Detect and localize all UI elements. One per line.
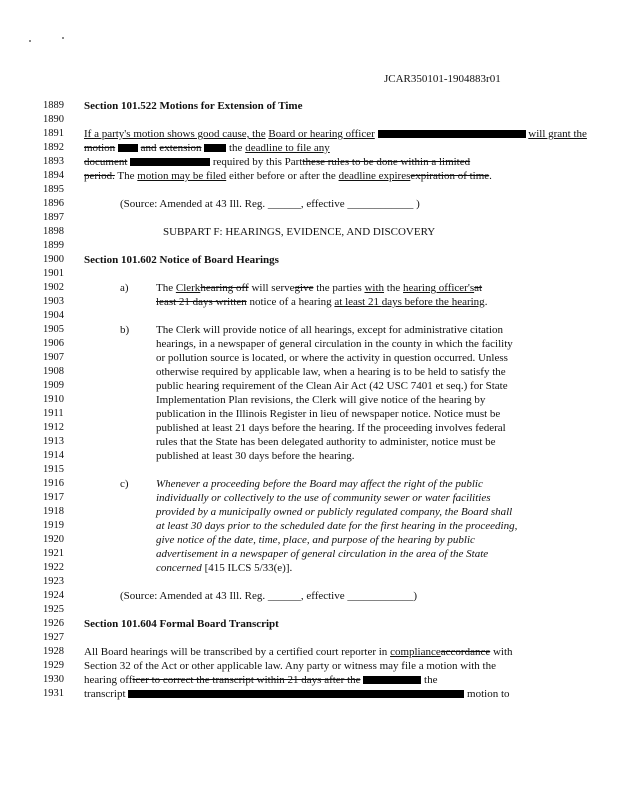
- section-heading: Section 101.522 Motions for Extension of Time: [84, 100, 303, 112]
- line-number: 1923: [43, 576, 64, 587]
- line-number: 1925: [43, 604, 64, 615]
- body-text: provided by a municipally owned or publicly regulated company, the Board shall: [156, 506, 513, 518]
- line-1925: [0, 603, 618, 617]
- line-1903: [0, 295, 618, 309]
- line-number: 1922: [43, 562, 64, 573]
- line-number: 1909: [43, 380, 64, 391]
- line-number: 1911: [43, 408, 64, 419]
- line-number: 1924: [43, 590, 64, 601]
- line-number: 1898: [43, 226, 64, 237]
- line-number: 1892: [43, 142, 64, 153]
- body-text: or pollution source is located, or where the activity in question occurred. Unless: [156, 352, 508, 364]
- redaction-bar: [378, 130, 526, 138]
- line-number: 1890: [43, 114, 64, 125]
- subpart-heading: SUBPART F: HEARINGS, EVIDENCE, AND DISCOVERY: [163, 226, 436, 238]
- line-number: 1927: [43, 632, 64, 643]
- line-number: 1915: [43, 464, 64, 475]
- line-number: 1919: [43, 520, 64, 531]
- line-number: 1920: [43, 534, 64, 545]
- body-text: advertisement in a newspaper of general circulation in the area of the State: [156, 548, 489, 560]
- line-number: 1904: [43, 310, 64, 321]
- line-1894: [0, 169, 618, 183]
- line-number: 1917: [43, 492, 64, 503]
- line-1914: [0, 449, 618, 463]
- line-1901: [0, 267, 618, 281]
- body-text: Section 32 of the Act or other applicable law. Any party or witness may file a motion with the: [84, 660, 496, 672]
- body-text: individually or collectively to the use of community sewer or water facilities: [156, 492, 491, 504]
- body-text: publication in the Illinois Register in lieu of newspaper notice. Notice must be: [156, 408, 501, 420]
- line-number: 1931: [43, 688, 64, 699]
- line-number: 1913: [43, 436, 64, 447]
- line-1911: [0, 407, 618, 421]
- line-1930: [0, 673, 618, 687]
- body-text: published at least 21 days before the hearing. If the proceeding involves federal: [156, 422, 506, 434]
- line-number: 1900: [43, 254, 64, 265]
- line-1892: [0, 141, 618, 155]
- line-1905: [0, 323, 618, 337]
- source-note: (Source: Amended at 43 Ill. Reg. ______, effective ____________): [120, 590, 418, 602]
- line-number: 1905: [43, 324, 64, 335]
- line-1906: [0, 337, 618, 351]
- scan-speck: [29, 40, 31, 42]
- section-heading: Section 101.604 Formal Board Transcript: [84, 618, 279, 630]
- line-1902: [0, 281, 618, 295]
- line-1927: [0, 631, 618, 645]
- item-marker: c): [120, 478, 129, 490]
- item-marker: b): [120, 324, 130, 336]
- body-text: concerned [415 ILCS 5/33(e)].: [156, 562, 293, 574]
- body-text: motion and extension the deadline to file any: [84, 142, 330, 154]
- line-1912: [0, 421, 618, 435]
- body-text: All Board hearings will be transcribed by a certified court reporter in complianceaccordance with: [84, 646, 513, 658]
- redaction-bar: [363, 676, 421, 684]
- line-number: 1918: [43, 506, 64, 517]
- body-text: least 21 days written notice of a hearing at least 21 days before the hearing.: [156, 296, 488, 308]
- line-number: 1908: [43, 366, 64, 377]
- line-number: 1902: [43, 282, 64, 293]
- body-text: transcript motion to: [84, 688, 510, 700]
- line-1920: [0, 533, 618, 547]
- line-number: 1907: [43, 352, 64, 363]
- body-text: published at least 30 days before the hearing.: [156, 450, 355, 462]
- line-1926: [0, 617, 618, 631]
- scan-speck: [62, 37, 64, 39]
- line-1928: [0, 645, 618, 659]
- line-1909: [0, 379, 618, 393]
- body-text: public hearing requirement of the Clean Air Act (42 USC 7401 et seq.) for State: [156, 380, 508, 392]
- line-1893: [0, 155, 618, 169]
- body-text: hearing officer to correct the transcript within 21 days after the the: [84, 674, 438, 686]
- line-1895: [0, 183, 618, 197]
- line-number: 1899: [43, 240, 64, 251]
- line-1890: [0, 113, 618, 127]
- line-number: 1897: [43, 212, 64, 223]
- line-number: 1929: [43, 660, 64, 671]
- line-1918: [0, 505, 618, 519]
- body-text: document required by this Partthese rules to be done within a limited: [84, 156, 471, 168]
- line-1898: [0, 225, 618, 239]
- body-text: Implementation Plan revisions, the Clerk will give notice of the hearing by: [156, 394, 486, 406]
- line-1910: [0, 393, 618, 407]
- line-number: 1912: [43, 422, 64, 433]
- line-1921: [0, 547, 618, 561]
- line-number: 1889: [43, 100, 64, 111]
- line-1915: [0, 463, 618, 477]
- line-1908: [0, 365, 618, 379]
- line-1907: [0, 351, 618, 365]
- line-1900: [0, 253, 618, 267]
- line-1923: [0, 575, 618, 589]
- line-number: 1906: [43, 338, 64, 349]
- line-number: 1930: [43, 674, 64, 685]
- source-note: (Source: Amended at 43 Ill. Reg. ______, effective ____________ ): [120, 198, 420, 210]
- line-1929: [0, 659, 618, 673]
- line-1919: [0, 519, 618, 533]
- line-number: 1895: [43, 184, 64, 195]
- line-1891: [0, 127, 618, 141]
- body-text: otherwise required by applicable law, when a hearing is to be held to satisfy the: [156, 366, 506, 378]
- line-1904: [0, 309, 618, 323]
- item-marker: a): [120, 282, 129, 294]
- section-heading: Section 101.602 Notice of Board Hearings: [84, 254, 279, 266]
- body-text: rules that the State has been delegated authority to administer, notice must be: [156, 436, 496, 448]
- body-text: hearings, in a newspaper of general circulation in the county in which the facility: [156, 338, 513, 350]
- line-number: 1891: [43, 128, 64, 139]
- line-number: 1910: [43, 394, 64, 405]
- line-1899: [0, 239, 618, 253]
- line-1917: [0, 491, 618, 505]
- line-1889: [0, 99, 618, 113]
- line-number: 1928: [43, 646, 64, 657]
- redaction-bar: [118, 144, 138, 152]
- line-1913: [0, 435, 618, 449]
- body-text: give notice of the date, time, place, and purpose of the hearing by public: [156, 534, 475, 546]
- redaction-bar: [130, 158, 210, 166]
- line-number: 1896: [43, 198, 64, 209]
- redaction-bar: [128, 690, 464, 698]
- redaction-bar: [204, 144, 226, 152]
- line-1931: [0, 687, 618, 701]
- line-1897: [0, 211, 618, 225]
- body-text: The Clerk will provide notice of all hearings, except for administrative citation: [156, 324, 503, 336]
- line-number: 1921: [43, 548, 64, 559]
- line-number: 1903: [43, 296, 64, 307]
- line-1922: [0, 561, 618, 575]
- line-1916: [0, 477, 618, 491]
- body-text: at least 30 days prior to the scheduled date for the first hearing in the proceeding,: [156, 520, 518, 532]
- line-number: 1916: [43, 478, 64, 489]
- document-id: JCAR350101-1904883r01: [384, 73, 501, 85]
- body-text: If a party's motion shows good cause, the Board or hearing officer will grant the: [84, 128, 587, 140]
- body-text: period. The motion may be filed either before or after the deadline expiresexpiration of time.: [84, 170, 492, 182]
- line-number: 1894: [43, 170, 64, 181]
- line-number: 1901: [43, 268, 64, 279]
- line-1924: [0, 589, 618, 603]
- line-1896: [0, 197, 618, 211]
- line-number: 1926: [43, 618, 64, 629]
- body-text: Whenever a proceeding before the Board may affect the right of the public: [156, 478, 483, 490]
- line-number: 1893: [43, 156, 64, 167]
- body-text: The Clerkhearing off will servegive the parties with the hearing officer'sat: [156, 282, 483, 294]
- line-number: 1914: [43, 450, 64, 461]
